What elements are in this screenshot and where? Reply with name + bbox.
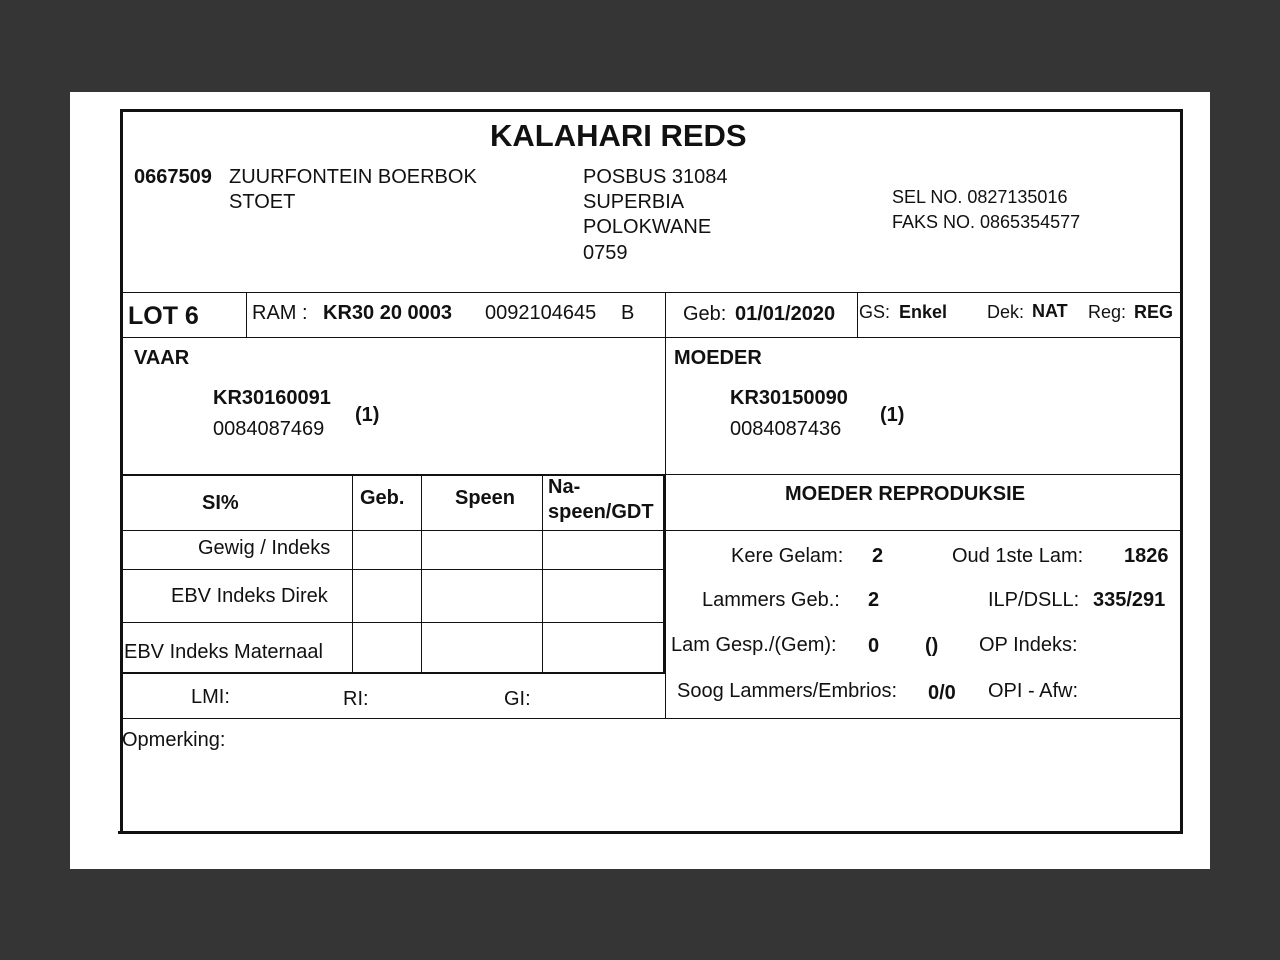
sire-id: KR30160091 <box>213 387 331 409</box>
rule-center <box>665 293 666 718</box>
ri-label: RI: <box>343 688 369 710</box>
ilp-value: 335/291 <box>1093 589 1166 611</box>
naspeen-header-1: Na- <box>548 476 581 498</box>
rule-index-row1 <box>120 569 666 570</box>
rule-index-bottom <box>120 672 666 674</box>
ram-label: RAM : <box>252 302 308 324</box>
sire-count: (1) <box>355 404 380 426</box>
reg-label: Reg: <box>1088 302 1127 322</box>
geb-header: Geb. <box>360 487 405 509</box>
geb-date: 01/01/2020 <box>735 303 836 325</box>
row-ebv-maternaal: EBV Indeks Maternaal <box>124 641 323 663</box>
dam-number: 0084087436 <box>730 418 842 440</box>
address-line3: POLOKWANE <box>583 216 712 238</box>
oud-label: Oud 1ste Lam: <box>952 545 1084 567</box>
rule-lot-divider <box>246 293 247 337</box>
rule-parents-left <box>120 474 666 476</box>
dam-count: (1) <box>880 404 905 426</box>
address-line2: SUPERBIA <box>583 191 685 213</box>
gesp-label: Lam Gesp./(Gem): <box>671 634 837 656</box>
soog-value: 0/0 <box>928 682 956 704</box>
kere-gelam-value: 2 <box>872 545 884 567</box>
lammers-label: Lammers Geb.: <box>702 589 840 611</box>
ram-grade: B <box>621 302 635 324</box>
rule-index-right <box>663 476 665 674</box>
rule-index-row2 <box>120 622 666 623</box>
frame-bottom <box>118 831 1183 834</box>
naspeen-header-2: speen/GDT <box>548 501 654 523</box>
op-indeks-label: OP Indeks: <box>979 634 1078 656</box>
rule-index-col3 <box>542 476 543 672</box>
si-header: SI% <box>202 492 239 514</box>
frame-top <box>120 109 1183 112</box>
ram-id: KR30 20 0003 <box>323 302 452 324</box>
row-gewig-indeks: Gewig / Indeks <box>198 537 331 559</box>
lmi-label: LMI: <box>191 686 230 708</box>
gi-label: GI: <box>504 688 531 710</box>
dam-label: MOEDER <box>674 347 762 369</box>
rule-parents-right <box>666 474 1182 475</box>
rule-index-head <box>120 530 1182 531</box>
gem-value: () <box>925 635 939 657</box>
address-line1: POSBUS 31084 <box>583 166 728 188</box>
kere-gelam-label: Kere Gelam: <box>731 545 844 567</box>
rule-remarks <box>120 718 1182 719</box>
row-ebv-direk: EBV Indeks Direk <box>171 585 328 607</box>
rule-header <box>120 292 1182 293</box>
soog-label: Soog Lammers/Embrios: <box>677 680 898 702</box>
lammers-value: 2 <box>868 589 880 611</box>
breed-title: KALAHARI REDS <box>490 118 747 153</box>
dam-id: KR30150090 <box>730 387 848 409</box>
rule-geb-divider <box>857 293 858 337</box>
sire-label: VAAR <box>134 347 190 369</box>
frame-left <box>120 109 123 834</box>
breeder-name-line1: ZUURFONTEIN BOERBOK <box>229 166 477 188</box>
geb-label: Geb: <box>683 303 727 325</box>
gs-label: GS: <box>859 302 891 322</box>
rule-lot <box>120 337 1182 338</box>
gesp-value: 0 <box>868 635 880 657</box>
dek-label: Dek: <box>987 302 1025 322</box>
ilp-label: ILP/DSLL: <box>988 589 1080 611</box>
lot-number: LOT 6 <box>128 302 199 330</box>
opi-afw-label: OPI - Afw: <box>988 680 1079 702</box>
gs-value: Enkel <box>899 302 948 322</box>
cell-number: SEL NO. 0827135016 <box>892 187 1068 207</box>
reproduction-title: MOEDER REPRODUKSIE <box>785 483 1026 505</box>
frame-right <box>1180 109 1183 834</box>
sire-number: 0084087469 <box>213 418 325 440</box>
speen-header: Speen <box>455 487 516 509</box>
address-line4: 0759 <box>583 242 628 264</box>
breeder-number: 0667509 <box>134 166 212 188</box>
ram-number: 0092104645 <box>485 302 597 324</box>
remarks-label: Opmerking: <box>122 729 226 751</box>
oud-value: 1826 <box>1124 545 1169 567</box>
fax-number: FAKS NO. 0865354577 <box>892 212 1081 232</box>
rule-index-col2 <box>421 476 422 672</box>
breeder-name-line2: STOET <box>229 191 296 213</box>
dek-value: NAT <box>1032 301 1068 321</box>
rule-index-col1 <box>352 476 353 672</box>
reg-value: REG <box>1134 302 1174 322</box>
